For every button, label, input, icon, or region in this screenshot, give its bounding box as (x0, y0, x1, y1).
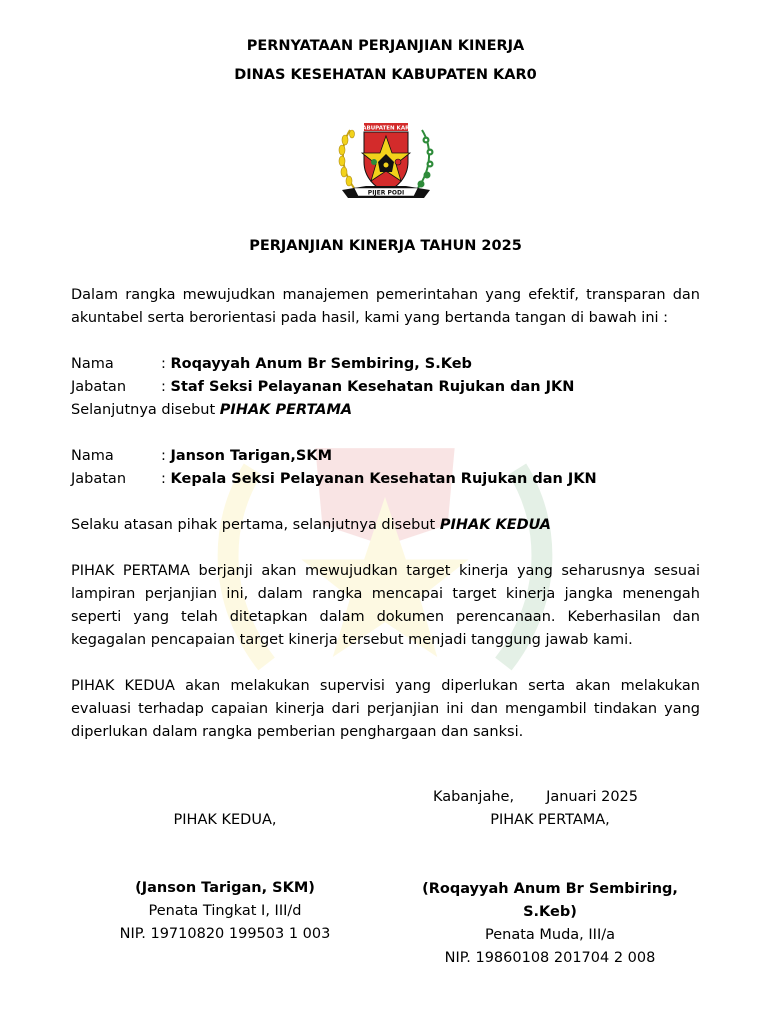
signature-left-nip: NIP. 19710820 199503 1 003 (119, 926, 331, 942)
emblem-motto: PIJER PODI (367, 189, 405, 197)
intro-paragraph: Dalam rangka mewujudkan manajemen pemerintahan yang efektif, transparan dan akuntabel serta berorientasi pada hasil, kami yang bertanda tangan di bawah ini : (71, 287, 700, 326)
first-party-position-row (71, 376, 574, 399)
first-party-name-row (71, 353, 472, 376)
second-party-name-value: Janson Tarigan,SKM (170, 448, 332, 464)
first-party-designation (71, 399, 352, 422)
first-party-position-label: Jabatan (71, 379, 127, 395)
signature-right-rank: Penata Muda, III/a (484, 927, 615, 943)
emblem-top-text: KABUPATEN KARO (358, 125, 414, 132)
colon: : (161, 356, 166, 372)
signature-right-nip: NIP. 19860108 201704 2 008 (444, 950, 656, 966)
second-party-position-label: Jabatan (71, 471, 127, 487)
first-party-commitment-paragraph: PIHAK PERTAMA berjanji akan mewujudkan target kinerja yang seharusnya sesuai lampiran perjanjian ini, dalam rangka mencapai target kinerja jangka menengah seperti yang telah ditetapkan dalam dokumen perencanaan. Keberhasilan dan kegagalan pencapaian target kinerja tersebut menjadi tanggung jawab kami. (71, 563, 700, 648)
document-title: PERNYATAAN PERJANJIAN KINERJA (246, 38, 525, 54)
date: Januari 2025 (546, 789, 638, 805)
second-party-position-value: Kepala Seksi Pelayanan Kesehatan Rujukan dan JKN (170, 471, 597, 487)
second-party-designation-prefix: Selaku atasan pihak pertama, selanjutnya disebut (71, 517, 440, 533)
document-subtitle: DINAS KESEHATAN KABUPATEN KAR0 (234, 67, 537, 83)
first-party-name-label: Nama (71, 356, 114, 372)
signature-right-name-line2: S.Keb) (523, 904, 577, 920)
place-date (433, 786, 638, 809)
place: Kabanjahe, (433, 789, 515, 805)
second-party-position-row (71, 468, 597, 491)
colon: : (161, 471, 166, 487)
colon: : (161, 379, 166, 395)
second-party-name-row (71, 445, 332, 468)
colon: : (161, 448, 166, 464)
first-party-designation-term: PIHAK PERTAMA (219, 402, 353, 418)
agreement-heading: PERJANJIAN KINERJA TAHUN 2025 (249, 238, 522, 254)
first-party-name-value: Roqayyah Anum Br Sembiring, S.Keb (170, 356, 472, 372)
signature-right-role: PIHAK PERTAMA, (490, 812, 610, 828)
karo-emblem-icon (330, 118, 442, 204)
signature-left-name: (Janson Tarigan, SKM) (135, 880, 315, 896)
first-party-designation-prefix: Selanjutnya disebut (71, 402, 220, 418)
second-party-designation (71, 514, 551, 537)
rice-stalk-icon (339, 130, 355, 188)
second-party-name-label: Nama (71, 448, 114, 464)
second-party-designation-term: PIHAK KEDUA (439, 517, 552, 533)
second-party-commitment-paragraph: PIHAK KEDUA akan melakukan supervisi yang diperlukan serta akan melakukan evaluasi terhadap capaian kinerja dari perjanjian ini dan mengambil tindakan yang diperlukan dalam rangka pemberian penghargaan dan sanksi. (71, 678, 700, 740)
signature-left-role: PIHAK KEDUA, (173, 812, 277, 828)
signature-left-rank: Penata Tingkat I, III/d (148, 903, 302, 919)
first-party-position-value: Staf Seksi Pelayanan Kesehatan Rujukan dan JKN (170, 379, 575, 395)
signature-right-name-line1: (Roqayyah Anum Br Sembiring, (422, 881, 678, 897)
cotton-branch-icon (418, 130, 434, 188)
